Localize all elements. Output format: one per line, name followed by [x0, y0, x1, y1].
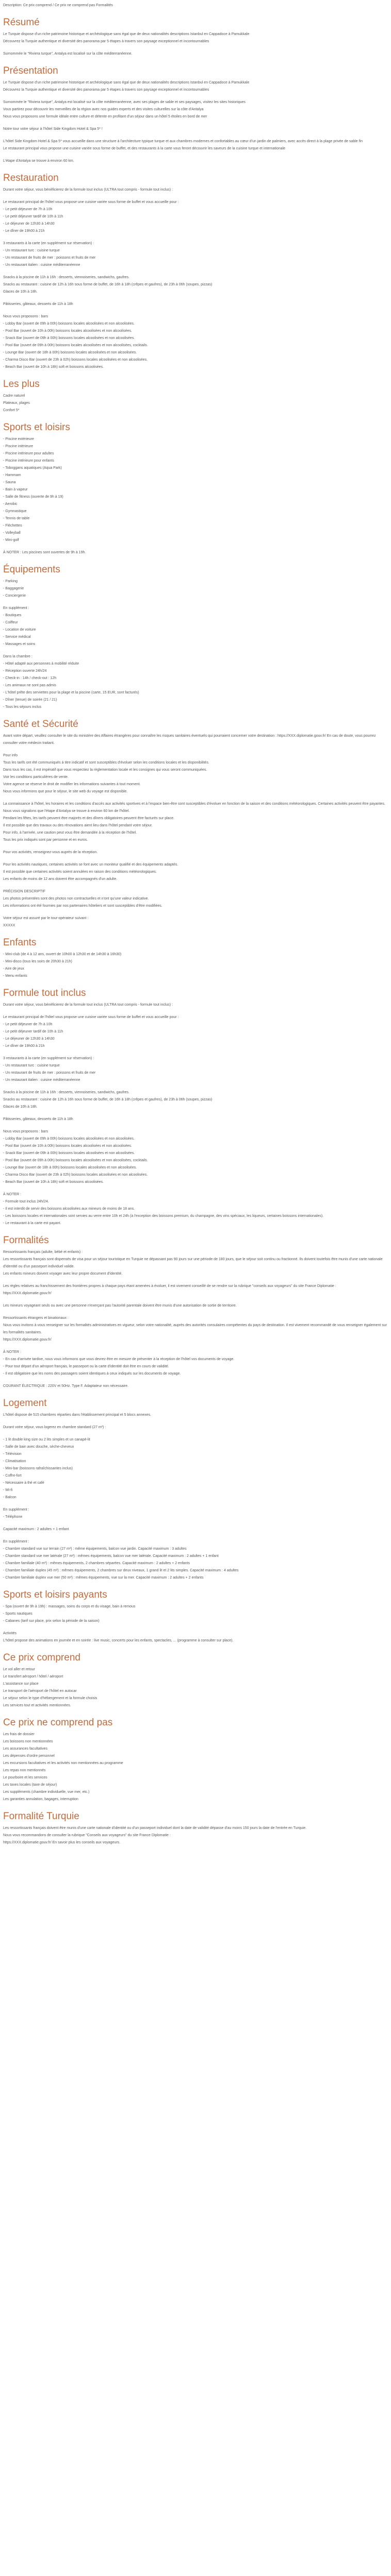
- section-text-line: - Baggagerie: [3, 587, 24, 590]
- section-text-line: - Lobby Bar (ouvert de 09h à 00h) boissons locales alcoolisées et non alcoolisées.: [3, 322, 135, 326]
- section-text-line: - Snack Bar (ouvert de 09h à 00h) boissons locales alcoolisées et non alcoolisées.: [3, 1151, 135, 1155]
- section-text-line: Les ressortissants français doivent être munis d'une carte nationale d'identité ou d'un passeport individuel dont la date de validité dépasse d'au moins 150 jours la date de l'entrée en Turquie.: [3, 1826, 307, 1830]
- section-restauration: [3, 172, 388, 371]
- line-spacer: [3, 1297, 388, 1302]
- section-text-line: - Le dîner de 19h00 à 21h: [3, 1044, 45, 1048]
- section-text-line: - Les animaux ne sont pas admis: [3, 684, 56, 687]
- section-text-line: Voir les conditions particulières de vente.: [3, 775, 69, 779]
- line-spacer: [3, 844, 388, 849]
- section-text-line: Les suppléments (chambre individuelle, vue mer, etc.): [3, 1790, 90, 1794]
- section-text-line: Nous vous proposons une formule idéale entre culture et détente en profitant d'un séjour dans un hôtel 5 étoiles en bord de mer: [3, 115, 207, 118]
- section-heading: Équipements: [3, 564, 60, 575]
- line-spacer: [3, 1521, 388, 1526]
- section-text-line: - Chambre familiale duplex (45 m²) : mêmes équipements, 2 chambres sur deux niveaux, 1 grand lit et 2 lits simples. Capacité maximum : 4 adultes: [3, 1569, 239, 1572]
- section-text-line: - Un restaurant turc : cuisine turque: [3, 249, 60, 252]
- section-heading: Formalités: [3, 1235, 49, 1246]
- section-text-line: 3 restaurants à la carte (en supplément sur réservation) :: [3, 1057, 94, 1060]
- line-spacer: [3, 94, 388, 99]
- line-spacer: [3, 648, 388, 653]
- section-text-line: - Chambre standard vue sur terrain (27 m²) : même équipements, balcon vue jardin. Capacité maximum : 3 adultes: [3, 1547, 187, 1551]
- section-text-line: Les services tout et activités mentionnées.: [3, 1704, 71, 1707]
- section-text-line: Les garanties annulation, bagages, interruption: [3, 1798, 78, 1801]
- line-spacer: [3, 910, 388, 915]
- section-text-line: - Un restaurant de fruits de mer : poissons et fruits de mer: [3, 1071, 96, 1075]
- section-heading: Sports et loisirs payants: [3, 1589, 107, 1600]
- line-spacer: [3, 1186, 388, 1191]
- section-text-line: Les informations ont été fournies par nos partenaires hôteliers et sont susceptibles d'être modifiées.: [3, 904, 162, 908]
- section-text-line: - Coiffeur: [3, 621, 18, 624]
- section-text-line: - Beach Bar (ouvert de 10h à 18h) soft et boissons alcoolisées.: [3, 1180, 104, 1184]
- section-text-line: - Salle de bain avec douche, sèche-cheveux: [3, 1445, 74, 1449]
- section-heading: Enfants: [3, 937, 37, 948]
- section-text-line: Durant votre séjour, vous bénéficierez de la formule tout inclus (ULTRA tout compris - formule tout inclus) :: [3, 1003, 173, 1007]
- section-text-line: Les assurances facultatives: [3, 1747, 47, 1751]
- section-text-line: Nous vous invitons à vous renseigner sur les formalités administratives en vigueur, selon votre nationalité, auprès des autorités consulaires compétentes du pays de destination. Il est vivement recommandé de vous renseigner également sur les formalités sanitaires.: [3, 1324, 387, 1334]
- section-resume: [3, 16, 388, 58]
- section-text-line: Notre tour votre séjour à l'hôtel Side Kingdom Hotel & Spa 5* !: [3, 127, 103, 131]
- line-spacer: [3, 308, 388, 313]
- section-heading: Santé et Sécurité: [3, 719, 78, 730]
- section-text-line: - Salle de fitness (ouverte de 9h à 19): [3, 495, 63, 499]
- section-text-line: L'hôtel propose des animations en journée et en soirée : live music, concerts pour les enfants, spectacles, ... (programme à consulter sur place).: [3, 1639, 234, 1642]
- line-spacer: [3, 1344, 388, 1349]
- section-text-line: - Mini-club (de 4 à 12 ans, ouvert de 10h00 à 12h30 et de 14h30 à 16h30): [3, 953, 122, 956]
- section-text-line: - L'hôtel prête des serviettes pour la plage et la piscine (carte, 15 EUR, sont facturés): [3, 691, 139, 694]
- section-text-line: Cadre naturel: [3, 394, 25, 398]
- line-spacer: [3, 1084, 388, 1089]
- section-text-line: L'hôtel Side Kingdom Hotel & Spa 5* vous accueille dans une structure à l'architecture typique turque et aux chambres modernes et confortables au cœur d'un jardin de palmiers, avec accès direct à la plage privée de sable fin: [3, 140, 363, 143]
- section-heading: Formule tout inclus: [3, 988, 86, 998]
- line-spacer: [3, 152, 388, 158]
- section-text-line: - Lobby Bar (ouvert de 09h à 00h) boissons locales alcoolisées et non alcoolisées.: [3, 1137, 135, 1141]
- section-text-line: Snacks au restaurant : cuisine de 12h à 16h sous forme de buffet, de 16h à 18h (crêpes et gaufres), de 23h à 06h (soupes, pizzas): [3, 283, 213, 286]
- section-text-line: - Le petit déjeuner de 7h à 10h: [3, 1023, 53, 1026]
- section-text-line: - Mini-bar (boissons rafraîchissantes inclus): [3, 1467, 73, 1470]
- line-spacer: [3, 1533, 388, 1538]
- section-text-line: Nous vous proposons : bars: [3, 315, 48, 318]
- section-text-line: - Le petit déjeuner tardif de 10h à 11h: [3, 215, 63, 218]
- section-text-line: Les boissons non mentionnées: [3, 1740, 53, 1743]
- section-text-line: https://XXX.diplomatie.gouv.fr/: [3, 1292, 52, 1295]
- section-text-line: Glaces de 10h à 18h.: [3, 1105, 38, 1109]
- section-text-line: - Chambre familiale duplex vue mer (50 m²) : mêmes équipements, vue sur la mer. Capacité maximum : 2 adultes + 2 enfants: [3, 1576, 204, 1580]
- section-text-line: - Pool Bar (ouvert de 09h à 00h) boissons locales alcoolisées et non alcoolisées, cocktails.: [3, 1159, 148, 1162]
- section-heading: Ce prix ne comprend pas: [3, 1717, 113, 1728]
- section-text-line: Le restaurant principal vous propose une cuisine variée sous forme de buffet, et des restaurants à la carte vous feront découvrir les saveurs de la cuisine turque et internationale: [3, 147, 285, 150]
- section-text-line: Le séjour selon le type d'hébergement et la formule choisis: [3, 1697, 97, 1700]
- section-text-line: Capacité maximum : 2 adultes + 1 enfant: [3, 1528, 69, 1531]
- section-text-line: Tous les prix indiqués sont par personne et en euros.: [3, 838, 88, 842]
- line-spacer: [3, 1378, 388, 1383]
- section-text-line: En supplément :: [3, 1540, 29, 1544]
- section-text-line: En supplément :: [3, 1508, 29, 1512]
- section-heading: Présentation: [3, 65, 58, 76]
- section-heading: Sports et loisirs: [3, 422, 70, 433]
- section-text-line: Les frais de dossier: [3, 1733, 35, 1736]
- section-text-line: Pendant les fêtes, les tarifs peuvent être majorés et des dîners obligatoires peuvent être facturés sur place.: [3, 817, 174, 820]
- section-text-line: PRÉCISION DESCRIPTIF: [3, 890, 46, 893]
- intro-line: Description: Ce prix comprend / Ce prix ne comprend pas Formalités: [3, 4, 113, 7]
- section-text-line: - Les boissons locales et internationales sont servies au verre entre 10h et 24h (à l'exception des boissons premium, du champagne, des vins spéciaux, les liqueurs, certaines boissons internationales).: [3, 1214, 324, 1218]
- section-text-line: - Chambre standard vue mer latérale (27 m²) : mêmes équipements, balcon vue mer latérale. Capacité maximum : 2 adultes + 1 enfant: [3, 1554, 219, 1558]
- section-text-line: Nous vous signalons que l'étape d'Antalya se trouve à environ 60 km de l'hôtel.: [3, 809, 130, 813]
- section-text-line: - Sauna: [3, 481, 16, 484]
- line-spacer: [3, 1009, 388, 1014]
- section-text-line: - Le petit déjeuner de 7h à 10h: [3, 208, 53, 211]
- section-text-line: - Il est interdit de servir des boissons alcoolisées aux mineurs de moins de 18 ans.: [3, 1207, 135, 1211]
- section-heading: Restauration: [3, 173, 59, 183]
- section-text-line: Le vol aller et retour: [3, 1668, 35, 1671]
- section-logement: [3, 1397, 388, 1582]
- section-text-line: - Pool Bar (ouvert de 10h à 00h) boissons locales alcoolisées et non alcoolisées.: [3, 1144, 132, 1148]
- section-text-line: Les ressortissants français sont dispensés de visa pour un séjour touristique en Turquie ne dépassant pas 90 jours sur une période de 180 jours, que le séjour soit continu ou fractionné. Ils doivent toutefois être munis d'une carte nationale d'identité ou d'un passeport individuel valide.: [3, 1258, 383, 1268]
- section-text-line: Ressortissants français (adulte, bébé et enfants) :: [3, 1250, 83, 1254]
- section-text-line: - Lounge Bar (ouvert de 18h à 00h) boissons locales alcoolisées et non alcoolisées.: [3, 351, 137, 354]
- section-text-line: Surnommée le "Riviera turque", Antalya est localisé sur la côte méditerranéenne.: [3, 52, 133, 56]
- section-text-line: Pour info: [3, 754, 18, 757]
- section-text-line: En supplément :: [3, 606, 29, 610]
- line-spacer: [3, 121, 388, 126]
- section-text-line: Les excursions facultatives et les activités non mentionnées au programme: [3, 1761, 123, 1765]
- section-text-line: Le pourboire et les services: [3, 1776, 47, 1780]
- section-text-line: - Le restaurant à la carte est payant.: [3, 1222, 61, 1225]
- line-spacer: [3, 45, 388, 50]
- section-text-line: - Wi-fi: [3, 1488, 13, 1492]
- line-spacer: [3, 600, 388, 605]
- line-spacer: [3, 856, 388, 861]
- section-text-line: Le Turquie dispose d'un riche patrimoine historique et archéologique sans égal que de deux nationalités descriptions Istanbul en Cappadoce à Pamukkale: [3, 81, 250, 84]
- line-spacer: [3, 747, 388, 752]
- section-text-line: Il est possible que des travaux ou des rénovations aient lieu dans l'hôtel pendant votre séjour.: [3, 824, 153, 827]
- section-text-line: XXXXX: [3, 924, 15, 927]
- section-text-line: À NOTER :: [3, 1350, 22, 1354]
- line-spacer: [3, 883, 388, 888]
- section-heading: Logement: [3, 1398, 47, 1409]
- section-formalites-turquie: [3, 1810, 388, 1846]
- section-text-line: - En cas d'arrivée tardive, nous vous informons que vous devrez être en mesure de présenter à la réception de l'hôtel vos documents de voyage.: [3, 1358, 235, 1361]
- section-text-line: Tous les tarifs ont été communiqués à titre indicatif et sont susceptibles d'évoluer selon les conditions locales et les disponibilités.: [3, 761, 209, 765]
- section-text-line: À NOTER :: [3, 1193, 22, 1196]
- section-compris: [3, 1652, 388, 1709]
- section-text-line: - Fléchettes: [3, 524, 22, 528]
- section-text-line: - Télévision: [3, 1452, 22, 1456]
- section-formalites: [3, 1234, 388, 1390]
- section-text-line: Les photos présentées sont des photos non contractuelles et n'ont qu'une valeur indicative.: [3, 897, 149, 901]
- section-text-line: Les mineurs voyageant seuls ou avec une personne n'exerçant pas l'autorité parentale doivent être munis d'une autorisation de sortie de territoire.: [3, 1304, 237, 1308]
- section-text-line: 3 restaurants à la carte (en supplément sur réservation) :: [3, 242, 94, 245]
- section-text-line: - Un restaurant italien : cuisine méditerranéenne: [3, 1078, 80, 1082]
- line-spacer: [3, 194, 388, 199]
- section-text-line: - Snack Bar (ouvert de 09h à 00h) boissons locales alcoolisées et non alcoolisées.: [3, 336, 135, 340]
- section-text-line: - Aire de jeux: [3, 967, 24, 971]
- section-text-line: Surnommée le "Riviera turque", Antalya est localisé sur la côte méditerranéenne, avec ses plages de sable et ses paysages, visitez les sites historiques: [3, 100, 246, 104]
- section-text-line: Le restaurant principal de l'hôtel vous propose une cuisine variée sous forme de buffet et vous accueille pour :: [3, 200, 179, 204]
- section-enfants: [3, 937, 388, 980]
- section-text-line: https://XXX.diplomatie.gouv.fr/: [3, 1338, 52, 1342]
- section-text-line: - Le déjeuner de 12h30 à 14h30: [3, 1037, 55, 1041]
- section-plus: [3, 378, 388, 414]
- section-heading: Les plus: [3, 379, 40, 389]
- section-text-line: Pour les activités nautiques, certaines activités se font avec un moniteur qualifié et des équipements adaptés.: [3, 863, 178, 867]
- section-text-line: - Un restaurant de fruits de mer : poissons et fruits de mer: [3, 256, 96, 260]
- section-text-line: - Le dîner de 19h00 à 21h: [3, 229, 45, 233]
- section-text-line: Pour vos activités, renseignez-vous auprès de la réception.: [3, 851, 98, 854]
- section-text-line: - Volleyball: [3, 531, 21, 535]
- section-text-line: - Chambre familiale (40 m²) : mêmes équipements, 2 chambres séparées. Capacité maximum : 2 adultes + 2 enfants: [3, 1562, 190, 1565]
- section-text-line: Durant votre séjour, vous logerez en chambre standard (27 m²) :: [3, 1426, 106, 1429]
- section-heading: Ce prix comprend: [3, 1652, 80, 1663]
- section-text-line: - Coffre-fort: [3, 1474, 22, 1478]
- section-text-line: - Pool Bar (ouvert de 10h à 00h) boissons locales alcoolisées et non alcoolisées.: [3, 329, 132, 333]
- section-text-line: - Réception ouverte 24h/24: [3, 669, 47, 673]
- section-text-line: Snacks au restaurant : cuisine de 12h à 16h sous forme de buffet, de 16h à 18h (crêpes et gaufres), de 23h à 06h (soupes, pizzas): [3, 1098, 213, 1101]
- section-text-line: - Beach Bar (ouvert de 10h à 18h) soft et boissons alcoolisées.: [3, 365, 104, 369]
- section-text-line: Dans la chambre :: [3, 655, 32, 658]
- section-text-line: Les repas non mentionnés: [3, 1769, 46, 1772]
- line-spacer: [3, 1111, 388, 1116]
- section-text-line: Pâtisseries, gâteaux, desserts de 11h à 18h: [3, 1117, 73, 1121]
- section-text-line: Avant votre départ, veuillez consulter le site du ministère des Affaires étrangères pour connaître les risques sanitaires éventuels qui pourraient concerner votre destination : https://XXX.diplomatie.gouv.fr/ En cas de doute, vous pourrez consulter votre médecin traitant.: [3, 734, 376, 745]
- line-spacer: [3, 1123, 388, 1128]
- section-text-line: - Hammam: [3, 473, 21, 477]
- section-text-line: Découvrez la Turquie authentique et diversité des panorama par 5 étapes à travers son paysage exceptionnel et incontournables: [3, 40, 209, 43]
- section-text-line: COURANT ÉLECTRIQUE : 220V et 50Hz. Type F. Adaptateur non nécessaire.: [3, 1384, 128, 1388]
- section-text-line: - Dîner (tenue) de soirée (21 / 21): [3, 698, 57, 702]
- section-text-line: Il est possible que certaines activités soient annulées en raison des conditions météorologiques.: [3, 870, 157, 874]
- section-text-line: - Le déjeuner de 12h30 à 14h30: [3, 222, 55, 226]
- section-non-compris: [3, 1717, 388, 1803]
- section-heading: Résumé: [3, 17, 40, 28]
- section-text-line: Pâtisseries, gâteaux, desserts de 11h à 18h: [3, 302, 73, 306]
- section-text-line: - Sports nautiques: [3, 1612, 32, 1616]
- section-text-line: - Le petit déjeuner tardif de 10h à 11h: [3, 1030, 63, 1033]
- section-heading: Formalité Turquie: [3, 1811, 79, 1822]
- section-text-line: - Piscine intérieure: [3, 445, 33, 448]
- section-text-line: La connaissance à l'hôtel, les horaires et les conditions d'accès aux activités sportives et à l'espace bien-être sont susceptibles d'évoluer en fonction de la saison et des conditions météorologiques. Certaines activités peuvent être payantes.: [3, 802, 385, 806]
- section-text-line: - Téléphone: [3, 1515, 23, 1519]
- section-text-line: L'assistance sur place: [3, 1682, 39, 1686]
- section-text-line: Ressortissants étrangers et binationaux :: [3, 1316, 69, 1320]
- section-text-line: - Un restaurant turc : cuisine turque: [3, 1064, 60, 1067]
- section-text-line: Les règles relatives au franchissement des frontières propres à chaque pays étant amenées à évoluer, il est vivement conseillé de se rendre sur la rubrique "conseils aux voyageurs" du site France Diplomatie :: [3, 1284, 336, 1288]
- section-text-line: À NOTER : Les piscines sont ouvertes de 9h à 19h.: [3, 551, 86, 554]
- section-text-line: - Formule tout inclus 24h/24.: [3, 1200, 49, 1204]
- section-text-line: Nous vous recommandons de consulter la rubrique "Conseils aux voyageurs" du site France Diplomatie :: [3, 1834, 171, 1837]
- section-text-line: Le restaurant principal de l'hôtel vous propose une cuisine variée sous forme de buffet et vous accueille pour :: [3, 1015, 179, 1019]
- section-text-line: - Mini-golf: [3, 538, 19, 542]
- section-text-line: Votre agence se réserve le droit de modifier les informations suivantes à tout moment.: [3, 783, 141, 786]
- sections-container: [3, 16, 388, 1846]
- section-text-line: - Piscine intérieure pour enfants: [3, 459, 54, 463]
- section-text-line: - Climatisation: [3, 1460, 26, 1463]
- line-spacer: [3, 544, 388, 549]
- section-presentation: [3, 65, 388, 165]
- section-text-line: Confort 5*: [3, 409, 20, 412]
- section-text-line: - Nécessaire à thé et café: [3, 1481, 44, 1485]
- section-text-line: - Charma Disco Bar (ouvert de 23h à 02h) boissons locales alcoolisées et non alcoolisées.: [3, 1173, 148, 1177]
- section-text-line: - Service médical: [3, 635, 31, 639]
- section-text-line: Activités: [3, 1632, 17, 1635]
- section-text-line: - Menu enfants: [3, 974, 27, 978]
- line-spacer: [3, 1050, 388, 1055]
- section-text-line: Le transport de l'aéroport de l'hôtel en autocar: [3, 1689, 77, 1693]
- line-spacer: [3, 1625, 388, 1630]
- section-formule: [3, 987, 388, 1227]
- section-text-line: - Hôtel adapté aux personnes à mobilité réduite: [3, 662, 79, 666]
- section-text-line: - Piscine extérieure: [3, 437, 34, 441]
- section-text-line: - Boutiques: [3, 614, 22, 617]
- section-text-line: Le Turquie dispose d'un riche patrimoine historique et archéologique sans égal que de deux nationalités descriptions Istanbul en Cappadoce à Pamukkale: [3, 32, 250, 36]
- section-text-line: Snacks à la piscine de 11h à 16h : desserts, viennoiseries, sandwichs, gaufres.: [3, 1091, 130, 1094]
- section-text-line: - Lounge Bar (ouvert de 18h à 00h) boissons locales alcoolisées et non alcoolisées.: [3, 1166, 137, 1170]
- section-text-line: - Massages et soins: [3, 642, 36, 646]
- section-text-line: - Charma Disco Bar (ouvert de 23h à 02h) boissons locales alcoolisées et non alcoolisées.: [3, 358, 148, 362]
- section-text-line: Nous vous proposons : bars: [3, 1130, 48, 1133]
- section-text-line: Dans tous les cas, il est impératif que vous respectiez la règlementation locale et les consignes qui vous seront communiquées.: [3, 768, 207, 772]
- section-text-line: Durant votre séjour, vous bénéficierez de la formule tout inclus (ULTRA tout compris - formule tout inclus) :: [3, 188, 173, 192]
- section-text-line: - Pour tout départ d'un aéroport français, le passeport ou la carte d'identité doit être en cours de validité.: [3, 1365, 169, 1368]
- section-text-line: Vous partirez pour découvrir les merveilles de la région avec nos guides experts et des visites culturelles sur la côte d'Antalya: [3, 108, 204, 111]
- section-text-line: - Toboggans aquatiques (Aqua Park): [3, 466, 62, 470]
- section-text-line: - Tous les séjours inclus: [3, 705, 42, 709]
- section-text-line: Les enfants de moins de 12 ans doivent être accompagnés d'un adulte.: [3, 877, 118, 881]
- line-spacer: [3, 1278, 388, 1283]
- section-text-line: - Balcon: [3, 1496, 17, 1499]
- section-text-line: - Aerobic: [3, 502, 18, 506]
- section-text-line: - Mini-disco (tous les soirs de 20h30 à 21h): [3, 960, 72, 963]
- section-text-line: Pour info, à l'arrivée, une caution peut vous être demandée à la réception de l'hôtel.: [3, 831, 137, 835]
- section-text-line: - Piscine intérieure pour adultes: [3, 452, 54, 455]
- section-text-line: - Un restaurant italien : cuisine méditerranéenne: [3, 263, 80, 267]
- section-text-line: Découvrez la Turquie authentique et diversité des panorama par 5 étapes à travers son paysage exceptionnel et incontournables: [3, 88, 209, 92]
- section-sports-plus: [3, 1589, 388, 1645]
- line-spacer: [3, 795, 388, 801]
- section-text-line: - Tennis de table: [3, 517, 30, 520]
- line-spacer: [3, 1431, 388, 1436]
- section-text-line: - Location de voiture: [3, 628, 36, 632]
- section-text-line: - Bain à vapeur: [3, 488, 28, 492]
- line-spacer: [3, 1419, 388, 1424]
- line-spacer: [3, 296, 388, 301]
- section-text-line: - Cabanes (tarif sur place, prix selon la période de la saison): [3, 1619, 100, 1623]
- section-text-line: Les enfants mineurs doivent voyager avec leur propre document d'identité.: [3, 1272, 123, 1276]
- section-text-line: L'hôtel dispose de 515 chambres réparties dans l'établissement principal et 5 blocs annexes.: [3, 1413, 152, 1417]
- section-text-line: - Check-in : 14h / check-out : 12h: [3, 676, 57, 680]
- section-text-line: - Pool Bar (ouvert de 09h à 00h) boissons locales alcoolisées et non alcoolisées, cocktails.: [3, 344, 148, 347]
- line-spacer: [3, 1501, 388, 1506]
- section-equipements: [3, 564, 388, 711]
- section-text-line: L'étape d'Antalya se trouve à environ 60 km.: [3, 159, 74, 163]
- line-spacer: [3, 133, 388, 138]
- section-text-line: Les dépenses d'ordre personnel: [3, 1754, 55, 1758]
- section-text-line: - 1 lit double king size ou 2 lits simples et un canapé-lit: [3, 1438, 90, 1442]
- section-text-line: - Conciergerie: [3, 594, 26, 598]
- section-text-line: Plateaux, plages: [3, 401, 30, 405]
- section-text-line: Snacks à la piscine de 11h à 16h : desserts, viennoiseries, sandwichs, gaufres.: [3, 276, 130, 279]
- section-text-line: Glaces de 10h à 18h.: [3, 290, 38, 294]
- section-text-line: - Il est obligatoire que les noms des passagers soient identiques à ceux indiqués sur les documents de voyage.: [3, 1372, 181, 1376]
- section-text-line: - Spa (ouvert de 9h à 19h) : massages, soins du corps et du visage, bain à remous: [3, 1605, 136, 1608]
- section-text-line: Nous vous informons que pour le séjour, le site web du voyage est disponible.: [3, 790, 128, 793]
- section-text-line: - Parking: [3, 580, 18, 583]
- section-text-line: Le transfert aéroport / hôtel / aéroport: [3, 1675, 63, 1679]
- line-spacer: [3, 269, 388, 274]
- section-sports: [3, 421, 388, 556]
- section-text-line: https://XXX.diplomatie.gouv.fr/ En savoir plus les conseils aux voyageurs.: [3, 1841, 121, 1844]
- section-text-line: Les taxes locales (taxe de séjour): [3, 1783, 57, 1787]
- line-spacer: [3, 235, 388, 240]
- line-spacer: [3, 1310, 388, 1315]
- section-text-line: Votre séjour est assuré par le tour-opérateur suivant :: [3, 917, 89, 920]
- section-sante: [3, 718, 388, 929]
- section-text-line: - Gymnastique: [3, 510, 27, 513]
